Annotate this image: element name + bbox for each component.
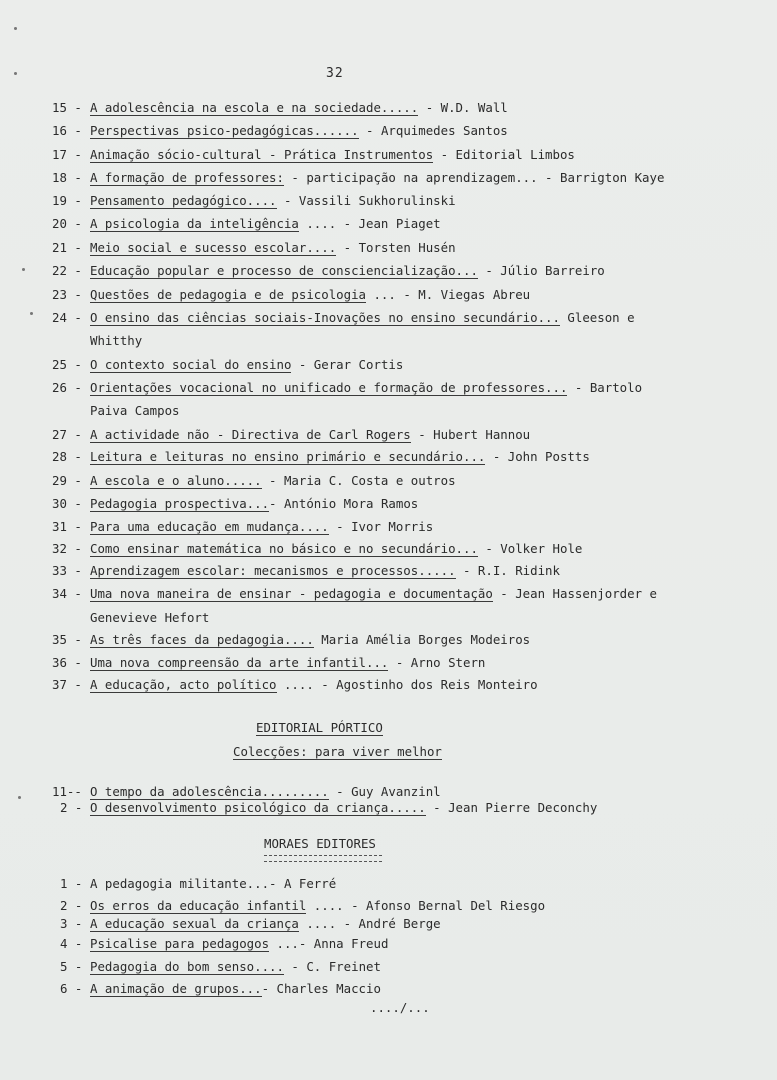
item-number: 20 -	[52, 216, 82, 231]
item-title: A animação de grupos...	[90, 981, 262, 996]
item-title: Animação sócio-cultural - Prática Instrumentos	[90, 147, 434, 162]
item-number: 15 -	[52, 100, 82, 115]
item-title: Uma nova compreensão da arte infantil...	[90, 655, 389, 670]
item-author: - Hubert Hannou	[410, 427, 531, 442]
item-author: - Guy Avanzinl	[328, 784, 441, 799]
list-item	[52, 166, 732, 189]
item-author: - W.D. Wall	[418, 100, 508, 115]
item-author: - C. Freinet	[283, 959, 381, 974]
list-item	[52, 212, 732, 235]
item-author: .... - Jean Piaget	[298, 216, 441, 231]
item-author: A pedagogia militante...- A Ferré	[90, 876, 337, 891]
item-continuation: Genevieve Hefort	[90, 610, 210, 625]
list-item	[52, 306, 732, 329]
item-title: A educação sexual da criança	[90, 916, 299, 931]
item-title: Pensamento pedagógico....	[90, 193, 277, 208]
section-subheading: Colecções: para viver melhor	[233, 744, 442, 759]
item-title: Perspectivas psico-pedagógicas......	[90, 123, 359, 138]
item-author: .... - Afonso Bernal Del Riesgo	[306, 898, 546, 913]
scan-speck	[18, 796, 21, 799]
item-number: 17 -	[52, 147, 82, 162]
item-number: 19 -	[52, 193, 82, 208]
item-title: O desenvolvimento psicológico da criança.....	[90, 800, 426, 815]
list-item	[52, 582, 732, 605]
item-author: - R.I. Ridink	[455, 563, 560, 578]
item-author: - Vassili Sukhorulinski	[276, 193, 456, 208]
item-continuation: Whitthy	[90, 333, 143, 348]
list-item	[52, 189, 732, 212]
item-author: - Maria C. Costa e outros	[261, 473, 456, 488]
item-title: Como ensinar matemática no básico e no secundário...	[90, 541, 478, 556]
item-title: Psicalise para pedagogos	[90, 936, 270, 951]
item-author: - Ivor Morris	[328, 519, 434, 534]
page-number: 32	[326, 66, 344, 81]
item-title: Para uma educação em mudança....	[90, 519, 329, 534]
item-title: Leitura e leituras no ensino primário e secundário...	[90, 449, 486, 464]
item-title: O ensino das ciências sociais-Inovações no ensino secundário...	[90, 310, 560, 325]
list-item	[52, 236, 732, 259]
item-number: 24 -	[52, 310, 82, 325]
list-item	[52, 537, 732, 560]
item-number: 1 -	[60, 876, 83, 891]
item-number: 37 -	[52, 677, 82, 692]
list-item	[52, 143, 732, 166]
list-item	[52, 515, 732, 538]
continuation-marker: ..../...	[370, 1000, 430, 1015]
item-number: 22 -	[52, 263, 82, 278]
item-title: A formação de professores:	[90, 170, 284, 185]
item-author: - Editorial Limbos	[433, 147, 575, 162]
list-item	[52, 423, 732, 446]
item-title: Questões de pedagogia e de psicologia	[90, 287, 367, 302]
list-item	[52, 559, 732, 582]
item-number: 28 -	[52, 449, 82, 464]
list-item	[52, 96, 732, 119]
item-number: 30 -	[52, 496, 82, 511]
item-title: Pedagogia prospectiva...	[90, 496, 270, 511]
item-number: 6 -	[60, 981, 83, 996]
item-number: 29 -	[52, 473, 82, 488]
item-author: ... - M. Viegas Abreu	[366, 287, 531, 302]
item-number: 35 -	[52, 632, 82, 647]
list-item	[52, 353, 732, 376]
list-item	[52, 492, 732, 515]
item-author: - Bartolo	[567, 380, 643, 395]
item-title: Os erros da educação infantil	[90, 898, 307, 913]
list-item	[52, 283, 732, 306]
item-author: - John Postts	[485, 449, 590, 464]
item-author: ...- Anna Freud	[269, 936, 389, 951]
item-author: - Júlio Barreiro	[477, 263, 605, 278]
item-author: - Gerar Cortis	[291, 357, 404, 372]
list-item	[52, 628, 732, 651]
item-number: 4 -	[60, 936, 83, 951]
item-title: A educação, acto político	[90, 677, 277, 692]
item-number: 21 -	[52, 240, 82, 255]
item-author: Maria Amélia Borges Modeiros	[313, 632, 531, 647]
list-item	[52, 651, 732, 674]
item-title: Educação popular e processo de consciencialização...	[90, 263, 478, 278]
list-item	[60, 932, 740, 955]
item-author: - Jean Hassenjorder e	[492, 586, 657, 601]
item-author: - Arquimedes Santos	[358, 123, 508, 138]
item-title: Meio social e sucesso escolar....	[90, 240, 337, 255]
list-item	[52, 673, 732, 696]
item-title: Orientações vocacional no unificado e formação de professores...	[90, 380, 568, 395]
item-number: 5 -	[60, 959, 83, 974]
item-author: - António Mora Ramos	[269, 496, 419, 511]
item-title: A actividade não - Directiva de Carl Rogers	[90, 427, 411, 442]
list-item	[52, 376, 732, 399]
item-title: Aprendizagem escolar: mecanismos e processos.....	[90, 563, 456, 578]
item-author: Gleeson e	[559, 310, 635, 325]
item-author: - participação na aprendizagem... - Barrigton Kaye	[283, 170, 665, 185]
item-number: 27 -	[52, 427, 82, 442]
item-number: 36 -	[52, 655, 82, 670]
item-author: .... - Agostinho dos Reis Monteiro	[276, 677, 538, 692]
scan-speck	[14, 27, 17, 30]
list-item	[60, 977, 740, 1000]
section-heading: EDITORIAL PÓRTICO	[256, 720, 383, 735]
item-title: O tempo da adolescência.........	[90, 784, 329, 799]
item-title: O contexto social do ensino	[90, 357, 292, 372]
item-author: - Charles Maccio	[261, 981, 381, 996]
item-author: - Arno Stern	[388, 655, 486, 670]
scan-speck	[22, 268, 25, 271]
item-title: A escola e o aluno.....	[90, 473, 262, 488]
item-author: - Jean Pierre Deconchy	[425, 800, 598, 815]
item-number: 26 -	[52, 380, 82, 395]
item-title: A adolescência na escola e na sociedade.....	[90, 100, 419, 115]
scan-speck	[30, 312, 33, 315]
item-author: - Volker Hole	[477, 541, 583, 556]
list-item	[52, 445, 732, 468]
item-number: 31 -	[52, 519, 82, 534]
item-number: 33 -	[52, 563, 82, 578]
section-heading: MORAES EDITORES	[264, 836, 376, 851]
item-number: 23 -	[52, 287, 82, 302]
item-number: 2 -	[60, 898, 83, 913]
list-item	[52, 259, 732, 282]
item-author: .... - André Berge	[298, 916, 441, 931]
item-number: 2 -	[60, 800, 83, 815]
item-title: As três faces da pedagogia....	[90, 632, 314, 647]
item-number: 11--	[52, 784, 82, 799]
scan-speck	[14, 72, 17, 75]
list-item	[60, 796, 740, 819]
list-item	[60, 872, 740, 895]
item-title: Uma nova maneira de ensinar - pedagogia e documentação	[90, 586, 493, 601]
list-item	[52, 119, 732, 142]
list-item	[60, 955, 740, 978]
item-continuation: Paiva Campos	[90, 403, 180, 418]
item-author: - Torsten Husén	[336, 240, 456, 255]
heading-double-underline	[264, 855, 382, 862]
list-item	[52, 469, 732, 492]
item-number: 16 -	[52, 123, 82, 138]
item-number: 25 -	[52, 357, 82, 372]
item-number: 3 -	[60, 916, 83, 931]
item-number: 32 -	[52, 541, 82, 556]
item-title: A psicologia da inteligência	[90, 216, 299, 231]
item-number: 18 -	[52, 170, 82, 185]
item-number: 34 -	[52, 586, 82, 601]
item-title: Pedagogia do bom senso....	[90, 959, 284, 974]
